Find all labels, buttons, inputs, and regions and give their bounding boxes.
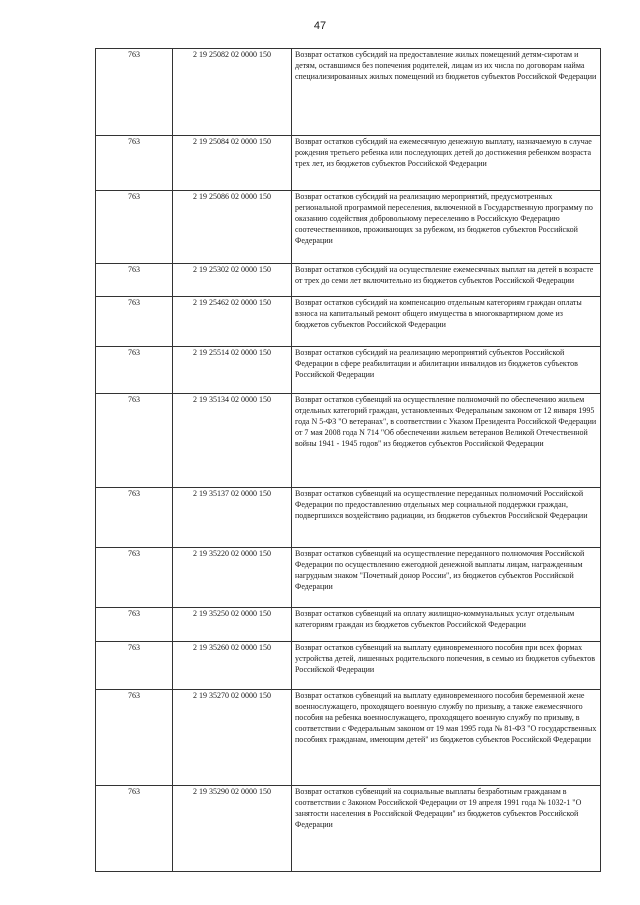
table-row — [96, 49, 601, 136]
budget-code-cell: 2 19 35290 02 0000 150 — [173, 786, 292, 872]
budget-code-cell: 2 19 35220 02 0000 150 — [173, 548, 292, 608]
budget-code-cell: 2 19 35270 02 0000 150 — [173, 690, 292, 786]
admin-code-cell: 763 — [96, 608, 173, 642]
admin-code-cell: 763 — [96, 548, 173, 608]
table-row — [96, 608, 601, 642]
budget-code-cell: 2 19 25084 02 0000 150 — [173, 136, 292, 191]
description-cell: Возврат остатков субсидий на предоставление жилых помещений детям-сиротам и детям, оставшимся без попечения родителей, лицам из их числа по договорам найма специализированных жилых помещений из бюджетов субъектов Российской Федерации — [292, 49, 601, 136]
table-row — [96, 548, 601, 608]
description-cell: Возврат остатков субвенций на осуществление полномочий по обеспечению жильем отдельных категорий граждан, установленных Федеральным законом от 12 января 1995 года N 5-ФЗ "О ветеранах", в соответствии с Указом Президента Российской Федерации от 7 мая 2008 года N 714 "Об обеспечении жильем ветеранов Великой Отечественной войны 1941 - 1945 годов" из бюджетов субъектов Российской Федерации — [292, 394, 601, 488]
admin-code-cell: 763 — [96, 136, 173, 191]
admin-code-cell: 763 — [96, 191, 173, 264]
table-row — [96, 786, 601, 872]
table-row — [96, 394, 601, 488]
table-row — [96, 690, 601, 786]
description-cell: Возврат остатков субсидий на реализацию мероприятий, предусмотренных региональной программой переселения, включенной в Государственную программу по оказанию содействия добровольному переселению в Российскую Федерацию соотечественников, проживающих за рубежом, из бюджетов субъектов Российской Федерации — [292, 191, 601, 264]
admin-code-cell: 763 — [96, 690, 173, 786]
admin-code-cell: 763 — [96, 347, 173, 394]
table-row — [96, 488, 601, 548]
table-row — [96, 264, 601, 297]
description-cell: Возврат остатков субвенций на социальные выплаты безработным гражданам в соответствии с Законом Российской Федерации от 19 апреля 1991 года № 1032-1 "О занятости населения в Российской Федерации" из бюджетов субъектов Российской Федерации — [292, 786, 601, 872]
budget-code-cell: 2 19 25514 02 0000 150 — [173, 347, 292, 394]
budget-code-cell: 2 19 25082 02 0000 150 — [173, 49, 292, 136]
description-cell: Возврат остатков субвенций на осуществление переданного полномочия Российской Федерации по осуществлению ежегодной денежной выплаты лицам, награжденным нагрудным знаком "Почетный донор России", из бюджетов субъектов Российской Федерации — [292, 548, 601, 608]
budget-code-cell: 2 19 25302 02 0000 150 — [173, 264, 292, 297]
budget-code-cell: 2 19 35137 02 0000 150 — [173, 488, 292, 548]
budget-code-cell: 2 19 35134 02 0000 150 — [173, 394, 292, 488]
admin-code-cell: 763 — [96, 642, 173, 690]
description-cell: Возврат остатков субсидий на компенсацию отдельным категориям граждан оплаты взноса на капитальный ремонт общего имущества в многоквартирном доме из бюджетов субъектов Российской Федерации — [292, 297, 601, 347]
admin-code-cell: 763 — [96, 264, 173, 297]
table-row — [96, 297, 601, 347]
budget-code-table — [95, 48, 601, 872]
admin-code-cell: 763 — [96, 394, 173, 488]
description-cell: Возврат остатков субвенций на осуществление переданных полномочий Российской Федерации по предоставлению отдельных мер социальной поддержки граждан, подвергшихся воздействию радиации, из бюджетов субъектов Российской Федерации — [292, 488, 601, 548]
description-cell: Возврат остатков субсидий на ежемесячную денежную выплату, назначаемую в случае рождения третьего ребенка или последующих детей до достижения ребенком возраста трех лет, из бюджетов субъектов Российской Федерации — [292, 136, 601, 191]
page-number: 47 — [313, 20, 327, 32]
table-row — [96, 136, 601, 191]
description-cell: Возврат остатков субвенций на выплату единовременного пособия беременной жене военнослужащего, проходящего военную службу по призыву, а также ежемесячного пособия на ребенка военнослужащего, проходящего военную службу по призыву, в соответствии с Федеральным законом от 19 мая 1995 года № 81-ФЗ "О государственных пособиях гражданам, имеющим детей" из бюджетов субъектов Российской Федерации — [292, 690, 601, 786]
admin-code-cell: 763 — [96, 49, 173, 136]
budget-code-cell: 2 19 35260 02 0000 150 — [173, 642, 292, 690]
table-row — [96, 191, 601, 264]
admin-code-cell: 763 — [96, 488, 173, 548]
description-cell: Возврат остатков субсидий на реализацию мероприятий субъектов Российской Федерации в сфере реабилитации и абилитации инвалидов из бюджетов субъектов Российской Федерации — [292, 347, 601, 394]
budget-code-cell: 2 19 25462 02 0000 150 — [173, 297, 292, 347]
table-row — [96, 642, 601, 690]
description-cell: Возврат остатков субвенций на оплату жилищно-коммунальных услуг отдельным категориям граждан из бюджетов субъектов Российской Федерации — [292, 608, 601, 642]
admin-code-cell: 763 — [96, 297, 173, 347]
description-cell: Возврат остатков субсидий на осуществление ежемесячных выплат на детей в возрасте от трех до семи лет включительно из бюджетов субъектов Российской Федерации — [292, 264, 601, 297]
budget-code-cell: 2 19 25086 02 0000 150 — [173, 191, 292, 264]
admin-code-cell: 763 — [96, 786, 173, 872]
description-cell: Возврат остатков субвенций на выплату единовременного пособия при всех формах устройства детей, лишенных родительского попечения, в семью из бюджетов субъектов Российской Федерации — [292, 642, 601, 690]
budget-code-cell: 2 19 35250 02 0000 150 — [173, 608, 292, 642]
table-row — [96, 347, 601, 394]
